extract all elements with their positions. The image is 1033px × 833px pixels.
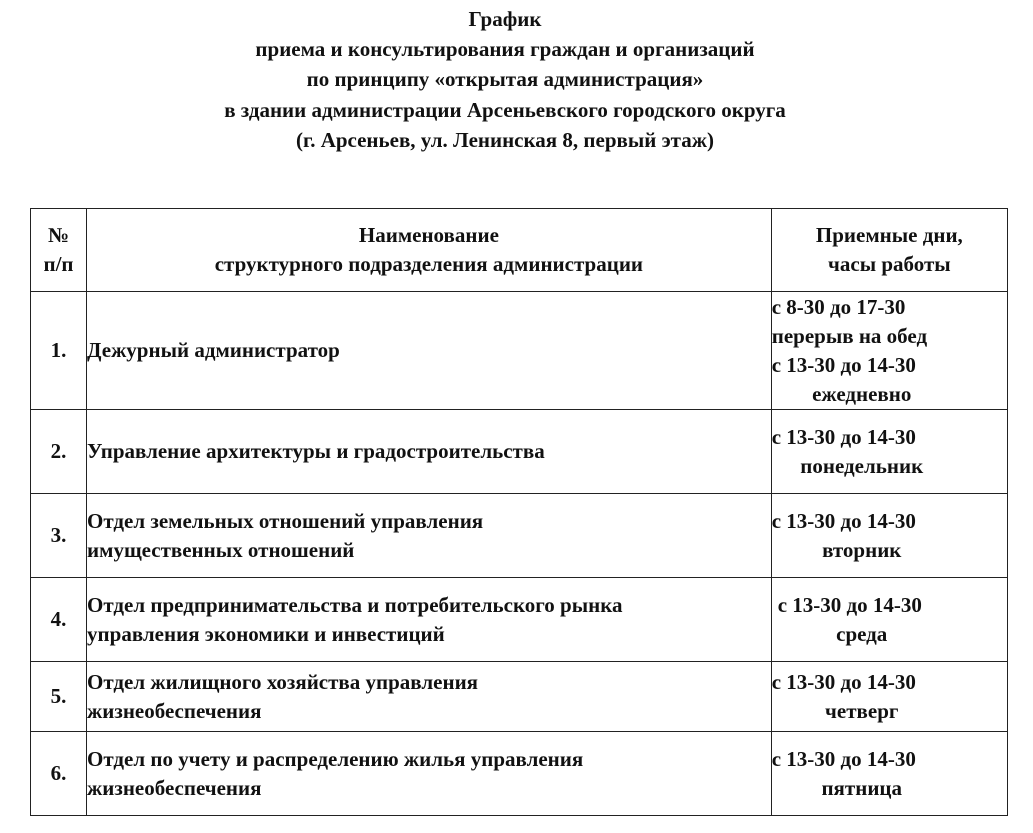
table-row [31,410,1008,494]
department-name: Управление архитектуры и градостроительства [87,410,772,494]
title-line: (г. Арсеньев, ул. Ленинская 8, первый этаж) [296,127,714,152]
row-number: 1. [31,292,87,410]
table-row [31,578,1008,662]
document-title [0,4,1010,155]
schedule-table [30,208,1008,816]
reception-hours: с 13-30 до 14-30 понедельник [771,410,1007,494]
row-number: 6. [31,732,87,816]
row-number: 5. [31,662,87,732]
reception-hours: с 13-30 до 14-30 вторник [771,494,1007,578]
department-name: Отдел земельных отношений управления имущественных отношений [87,494,772,578]
table-row [31,494,1008,578]
reception-hours: с 8-30 до 17-30 перерыв на обед с 13-30 до 14-30 ежедневно [771,292,1007,410]
department-name: Отдел жилищного хозяйства управления жизнеобеспечения [87,662,772,732]
department-name: Отдел по учету и распределению жилья управления жизнеобеспечения [87,732,772,816]
header-time: Приемные дни, часы работы [771,209,1007,292]
department-name: Дежурный администратор [87,292,772,410]
reception-hours: с 13-30 до 14-30 среда [771,578,1007,662]
title-line: в здании администрации Арсеньевского городского округа [224,97,786,122]
table-row [31,732,1008,816]
reception-hours: с 13-30 до 14-30 пятница [771,732,1007,816]
header-num: № п/п [31,209,87,292]
table-row [31,662,1008,732]
row-number: 4. [31,578,87,662]
row-number: 2. [31,410,87,494]
row-number: 3. [31,494,87,578]
title-line: приема и консультирования граждан и организаций [255,37,755,62]
title-line: по принципу «открытая администрация» [306,67,704,92]
table-row [31,292,1008,410]
title-line: График [468,7,542,31]
table-header-row [31,209,1008,292]
header-name: Наименование структурного подразделения администрации [87,209,772,292]
reception-hours: с 13-30 до 14-30 четверг [771,662,1007,732]
department-name: Отдел предпринимательства и потребительского рынка управления экономики и инвестиций [87,578,772,662]
